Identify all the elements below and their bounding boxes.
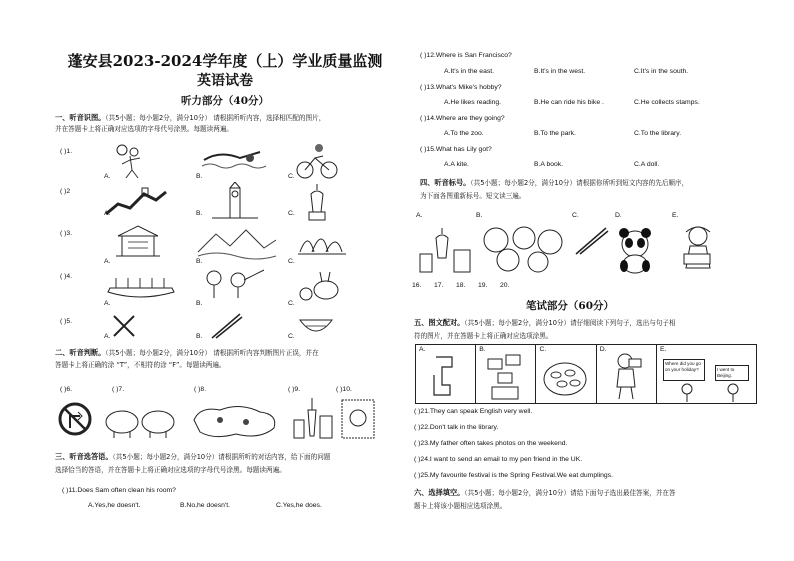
sec6-desc1: （共5小题；每小题2分，满分10分）请给下面句子选出最佳答案，并在答	[464, 489, 676, 497]
sec4-blank-16: 16.	[412, 282, 422, 289]
q1-image-a-football-player	[108, 142, 148, 180]
q3-image-b-landscape	[196, 222, 278, 262]
sec4-image-b-food-dishes	[478, 224, 568, 274]
q15-question: What has Lily got?	[435, 146, 492, 153]
sec2-intro	[55, 348, 319, 358]
q5-image-b-chopsticks	[210, 312, 244, 340]
sec5-label-a: A.	[419, 346, 426, 353]
sec5-heading: 五、图文配对。	[414, 318, 465, 327]
sec3-intro	[55, 452, 330, 462]
q15-option-c: C.A doll.	[634, 161, 660, 168]
q1-option-b: B.	[196, 173, 203, 180]
q25-text: My favourite festival is the Spring Festival.We eat dumplings.	[429, 472, 613, 479]
sec5-desc1: （共5小题；每小题2分，满分10分）请仔细阅读下列句子，选出与句子相	[464, 319, 676, 327]
q23-number: ( )23.	[414, 440, 430, 447]
sec5-cell-c	[536, 345, 596, 404]
q21	[414, 408, 532, 415]
sec5-image-d-man-with-camera	[605, 351, 647, 401]
q3-option-c: C.	[288, 258, 295, 265]
q3-option-a: A.	[104, 258, 111, 265]
sec4-blank-18: 18.	[456, 282, 466, 289]
q1-option-c: C.	[288, 173, 295, 180]
q24	[414, 456, 582, 463]
sec4-label-c: C.	[572, 212, 579, 219]
exam-title: 蓬安县2023-2024学年度（上）学业质量监测	[67, 52, 383, 70]
sec2-desc2: 答题卡上将正确的涂 “T”，不相符的涂 “F”。每题读两遍。	[55, 361, 226, 369]
sec1-desc2: 并在答题卡上将正确对应选项的字母代号涂黑。每题读两遍。	[55, 125, 234, 133]
sec5-cell-b	[476, 345, 536, 404]
q8-image-map	[190, 400, 280, 442]
q15-number: ( )15.	[420, 146, 436, 153]
q12-question: Where is San Francisco?	[435, 52, 512, 59]
sec5-cell-d	[596, 345, 656, 404]
q10-image-stamp	[340, 398, 376, 440]
q12-option-b: B.It's in the west.	[534, 68, 586, 75]
sec5-image-c-dumplings	[542, 357, 588, 399]
q3-option-b: B.	[196, 258, 203, 265]
q8-number: ( )8.	[194, 386, 207, 393]
sec5-label-c: C.	[539, 346, 547, 353]
q5-image-a-knife-fork	[110, 312, 138, 340]
q15-option-a: A.A kite.	[444, 161, 469, 168]
sec4-heading: 四、听音标号。	[420, 178, 471, 187]
q21-text: They can speak English very well.	[429, 408, 533, 415]
q12-number: ( )12.	[420, 52, 436, 59]
q7-image-sheep	[100, 400, 180, 440]
q5-option-c: C.	[288, 333, 295, 340]
q7-number: ( )7.	[112, 386, 125, 393]
sec6-intro	[414, 488, 676, 498]
sec5-label-b: B.	[479, 346, 486, 353]
q21-number: ( )21.	[414, 408, 430, 415]
q1-number: ( )1.	[60, 148, 73, 155]
sec4-image-a-new-york	[418, 224, 474, 274]
sec6-heading: 六、选择填空。	[414, 488, 465, 497]
sec1-intro	[55, 113, 325, 123]
q15-option-b: B.A book.	[534, 161, 564, 168]
sec4-desc2: 为下面各图重新标号。短文读三遍。	[420, 192, 526, 200]
q14-option-c: C.To the library.	[634, 130, 682, 137]
sec5-intro	[414, 318, 676, 328]
sec4-intro	[420, 178, 688, 188]
q22-text: Don't talk in the library.	[429, 424, 499, 431]
q10-number: ( )10.	[336, 386, 352, 393]
q1-image-b-swimmer	[200, 146, 270, 172]
sec4-blank-20: 20.	[500, 282, 510, 289]
sec5-label-e: E.	[659, 346, 667, 353]
q4-image-a-dragon-boat	[106, 268, 176, 304]
q13-question: What's Mike's hobby?	[435, 84, 502, 91]
q4-option-c: C.	[288, 300, 295, 307]
q5-option-a: A.	[104, 333, 111, 340]
q5-option-b: B.	[196, 333, 203, 340]
q4-option-a: A.	[104, 300, 111, 307]
q2-option-b: B.	[196, 210, 203, 217]
q9-number: ( )9.	[288, 386, 301, 393]
sec3-heading: 三、听音选答语。	[55, 452, 113, 461]
q3-number: ( )3.	[60, 230, 73, 237]
written-header: 笔试部分（60分）	[525, 300, 615, 312]
sec2-desc1: （共5小题；每小题2分，满分10分） 请根据所听内容判断图片正误，并在	[105, 349, 319, 357]
q12-option-c: C.It's in the south.	[634, 68, 689, 75]
sec5-image-a-quiet-sign	[426, 355, 462, 401]
q11-option-b: B.No,he doesn't.	[180, 502, 231, 509]
q9-image-city-tower	[290, 396, 336, 442]
sec6-desc2: 题卡上将该小题相应选项涂黑。	[414, 502, 507, 510]
q2-image-a-great-wall	[104, 184, 168, 220]
q4-image-c-rabbit-mooncake	[296, 268, 346, 304]
q5-number: ( )5.	[60, 318, 73, 325]
sec5-speech-bubble-question: Where did you go on your holiday?	[663, 359, 705, 381]
sec4-blank-17: 17.	[434, 282, 444, 289]
q2-number: ( )2	[60, 188, 71, 195]
exam-subtitle: 英语试卷	[197, 73, 253, 89]
sec4-image-d-panda	[614, 226, 656, 274]
q2-image-c-statue-of-liberty	[295, 182, 339, 222]
sec4-desc1: （共5小题；每小题2分，满分10分）请根据你所听到短文内容的先后顺序，	[470, 179, 689, 187]
q1-image-c-cyclist	[295, 142, 339, 180]
q4-image-b-kids-fishing	[198, 266, 268, 304]
sec2-heading: 二、听音判断。	[55, 348, 106, 357]
sec5-speech-bubble-answer: I went to Beijing.	[715, 365, 749, 381]
sec3-desc1: （共5小题；每小题2分，满分10分）请根据所听的对话内容，给下面的问题	[112, 453, 331, 461]
q24-number: ( )24.	[414, 456, 430, 463]
q11-option-c: C.Yes,he does.	[276, 502, 322, 509]
q23-text: My father often takes photos on the weekend.	[429, 440, 568, 447]
q4-number: ( )4.	[60, 273, 73, 280]
q2-image-b-big-ben	[210, 182, 260, 222]
sec4-label-e: E.	[672, 212, 679, 219]
q14-option-b: B.To the park.	[534, 130, 576, 137]
q14-number: ( )14.	[420, 115, 436, 122]
sec4-label-d: D.	[615, 212, 622, 219]
q5-image-c-bowl	[298, 314, 334, 338]
q6-image-no-right-turn-sign	[58, 402, 92, 436]
sec5-picture-table	[415, 344, 757, 404]
q14	[420, 115, 505, 122]
q3-image-a-temple	[108, 222, 168, 262]
sec4-blank-19: 19.	[478, 282, 488, 289]
q25	[414, 472, 613, 479]
q14-option-a: A.To the zoo.	[444, 130, 484, 137]
q11-option-a: A.Yes,he doesn't.	[88, 502, 141, 509]
sec5-desc2: 符的图片，并在答题卡上将正确对应选项涂黑。	[414, 332, 553, 340]
q14-question: Where are they going?	[435, 115, 505, 122]
q22-number: ( )22.	[414, 424, 430, 431]
sec5-image-b-emails	[484, 353, 526, 401]
q15	[420, 146, 492, 153]
q4-option-b: B.	[196, 300, 203, 307]
q12	[420, 52, 512, 59]
q11-number: ( )11.	[62, 487, 78, 494]
q23	[414, 440, 567, 447]
q1-option-a: A.	[104, 173, 111, 180]
q2-option-c: C.	[288, 210, 295, 217]
sec1-heading: 一、听音识图。	[55, 113, 106, 122]
q25-number: ( )25.	[414, 472, 430, 479]
sec4-image-c-chopsticks	[574, 226, 610, 256]
q2-option-a: A.	[104, 210, 111, 217]
q13-option-c: C.He collects stamps.	[634, 99, 700, 106]
q13	[420, 84, 502, 91]
q13-option-a: A.He likes reading.	[444, 99, 502, 106]
q24-text: I want to send an email to my pen friend in the UK.	[429, 456, 583, 463]
sec5-label-d: D.	[599, 346, 607, 353]
sec5-cell-a	[416, 345, 476, 404]
q11	[62, 487, 176, 494]
sec5-image-e-two-kids	[677, 383, 747, 403]
q11-question: Does Sam often clean his room?	[77, 487, 176, 494]
sec4-label-b: B.	[476, 212, 483, 219]
sec5-cell-e	[656, 345, 756, 404]
q3-image-c-sydney-opera-house	[296, 222, 348, 262]
q13-option-b: B.He can ride his bike .	[534, 99, 604, 106]
sec1-desc1: （共5小题；每小题2分，满分10分） 请根据所听内容，选择相匹配的图片，	[105, 114, 326, 122]
q12-option-a: A.It's in the east.	[444, 68, 495, 75]
q6-number: ( )6.	[60, 386, 73, 393]
q13-number: ( )13.	[420, 84, 436, 91]
sec4-image-e-girl-reading	[676, 224, 720, 274]
listening-header: 听力部分（40分）	[180, 95, 270, 107]
sec4-label-a: A.	[416, 212, 423, 219]
sec3-desc2: 选择恰当的答语，并在答题卡上将正确对应选项的字母代号涂黑。每题读两遍。	[55, 466, 286, 474]
q22	[414, 424, 498, 431]
